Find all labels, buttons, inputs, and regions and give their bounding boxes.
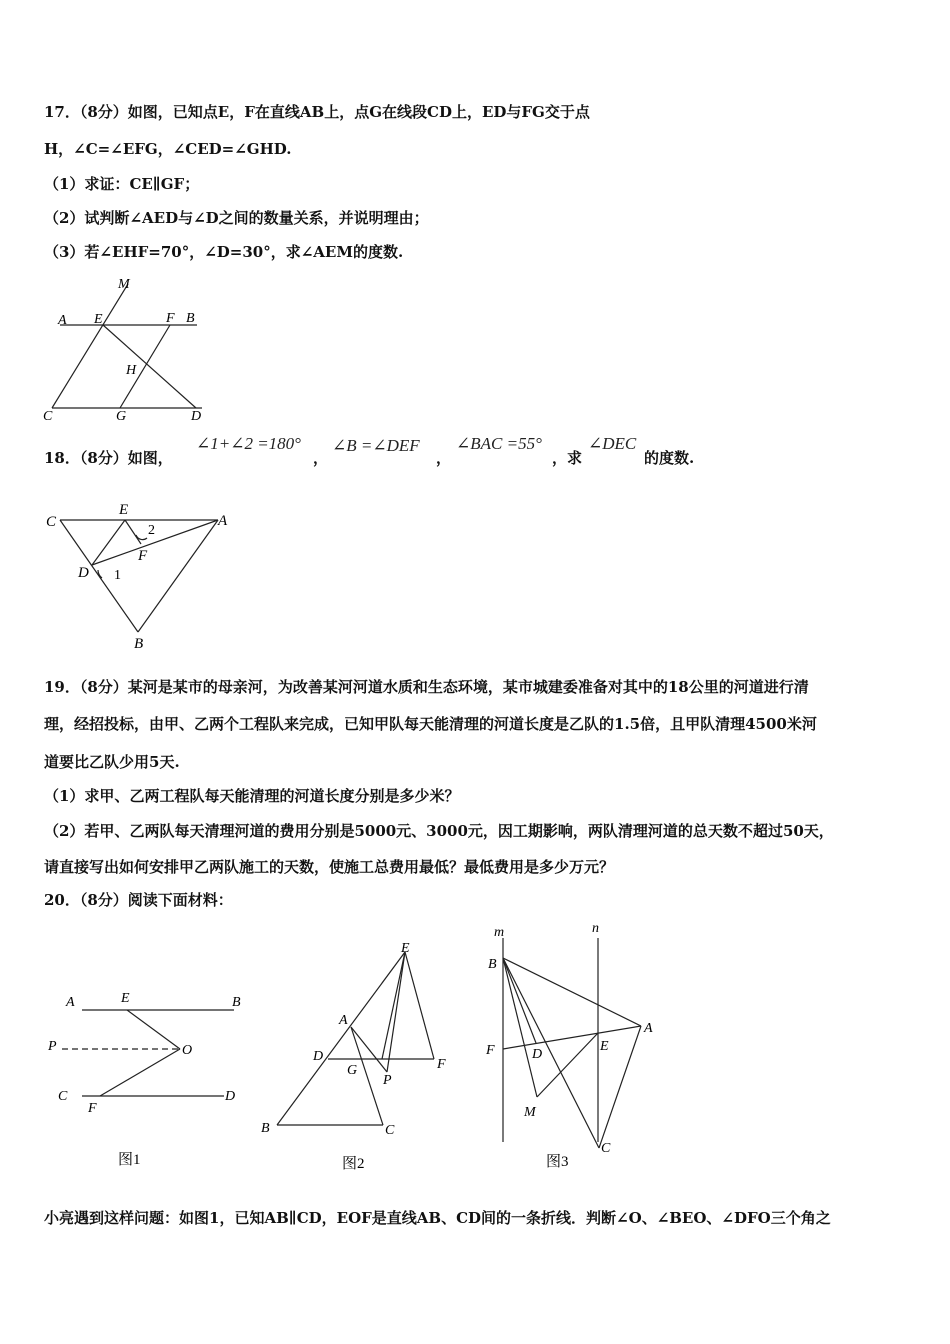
line-fa: [503, 1026, 641, 1049]
label-c: C: [43, 409, 53, 424]
q18-target: ∠DEC: [588, 434, 637, 453]
q19-line3: 道要比乙队少用5天.: [44, 753, 180, 771]
label-a: A: [58, 313, 67, 328]
line-eo: [127, 1010, 180, 1049]
q19-sub2b: 请直接写出如何安排甲乙两队施工的天数，使施工总费用最低？最低费用是多少万元？: [44, 858, 615, 876]
q18-sep1: ，: [313, 449, 329, 467]
label-f: F: [166, 311, 175, 326]
line-bm: [503, 958, 537, 1097]
label-h: H: [126, 363, 137, 378]
q20-figure3: [480, 920, 665, 1172]
line-cb: [60, 520, 138, 632]
label-e: E: [119, 502, 129, 518]
q20-figure3-svg: [480, 920, 665, 1172]
label-1: 1: [114, 568, 121, 583]
label-e: E: [94, 312, 103, 327]
q20-bottom-text: 小亮遇到这样问题：如图1，已知AB∥CD，EOF是直线AB、CD间的一条折线．判断∠O、∠BEO、∠DFO三个角之: [44, 1209, 831, 1227]
q20-figure2: [255, 934, 460, 1174]
line-ba: [503, 958, 641, 1026]
label-c: C: [385, 1123, 395, 1138]
line-bc: [503, 958, 599, 1148]
q17-sub2: （2）试判断∠AED与∠D之间的数量关系，并说明理由；: [44, 209, 429, 227]
q18-figure-svg: [40, 498, 240, 654]
q19-line2: 理，经招投标，由甲、乙两个工程队来完成，已知甲队每天能清理的河道长度是乙队的1.5倍，且甲队清理4500米河: [44, 715, 817, 733]
label-e: E: [401, 941, 410, 956]
label-o: O: [182, 1043, 193, 1058]
q18-suffix: 的度数.: [644, 449, 695, 467]
q20-figure2-svg: [255, 934, 460, 1174]
label-e: E: [600, 1039, 609, 1054]
label-b: B: [134, 636, 144, 652]
label-e: E: [121, 991, 130, 1006]
line-ef: [125, 520, 141, 544]
label-g: G: [116, 409, 127, 424]
angle-1-arc: [98, 570, 102, 578]
line-of: [100, 1049, 180, 1096]
label-d: D: [532, 1047, 543, 1062]
label-g: G: [347, 1063, 358, 1078]
fig3-caption: 图3: [546, 1154, 569, 1170]
label-m-point: M: [524, 1105, 536, 1120]
label-f: F: [437, 1057, 446, 1072]
line-mc: [52, 284, 128, 408]
q17-figure: [40, 272, 220, 424]
label-p: P: [48, 1039, 57, 1054]
label-2: 2: [148, 523, 155, 538]
label-f: F: [138, 548, 148, 564]
q17-sub1: （1）求证：CE∥GF；: [44, 175, 200, 193]
fig2-caption: 图2: [342, 1156, 365, 1172]
label-b: B: [488, 957, 497, 972]
q18-prefix: 18．（8分）如图，: [44, 449, 173, 467]
label-n: n: [592, 921, 599, 936]
q17-line1: 17．（8分）如图，已知点E，F在直线AB上，点G在线段CD上，ED与FG交于点: [44, 103, 590, 121]
q20-line1: 20．（8分）阅读下面材料：: [44, 891, 233, 909]
q20-figure1: [44, 982, 254, 1172]
q18-cond2: ∠B =∠DEF: [332, 436, 420, 455]
line-ed: [103, 325, 196, 408]
label-d: D: [78, 565, 89, 581]
label-a: A: [218, 513, 228, 529]
label-m: m: [494, 925, 505, 940]
label-a: A: [644, 1021, 653, 1036]
label-b: B: [186, 311, 195, 326]
label-f: F: [88, 1101, 97, 1116]
label-d: D: [225, 1089, 236, 1104]
label-c: C: [46, 514, 57, 530]
q19-line1: 19．（8分）某河是某市的母亲河，为改善某河河道水质和生态环境，某市城建委准备对其中的18公里的河道进行清: [44, 678, 809, 696]
label-b: B: [261, 1121, 270, 1136]
label-a: A: [339, 1013, 348, 1028]
line-de: [92, 520, 125, 565]
q20-figure1-svg: [44, 982, 254, 1172]
q19-sub2a: （2）若甲、乙两队每天清理河道的费用分别是5000元、3000元，因工期影响，两队清理河道的总天数不超过50天，: [44, 822, 834, 840]
label-d: D: [313, 1049, 324, 1064]
q17-sub3: （3）若∠EHF=70°，∠D=30°，求∠AEM的度数.: [44, 243, 404, 261]
q18-sep3: ，求: [552, 449, 583, 467]
label-p: P: [383, 1073, 392, 1088]
line-ep: [387, 952, 405, 1072]
label-c: C: [601, 1141, 611, 1156]
label-b: B: [232, 995, 241, 1010]
q17-figure-svg: [40, 272, 220, 424]
label-a: A: [66, 995, 75, 1010]
line-ef: [405, 952, 434, 1059]
q17-line2: H，∠C=∠EFG，∠CED=∠GHD.: [44, 140, 292, 158]
q18-sep2: ，: [436, 449, 452, 467]
fig1-caption: 图1: [118, 1152, 141, 1168]
q18-cond1: ∠1+∠2 =180°: [196, 434, 301, 453]
line-da: [92, 520, 218, 565]
q19-sub1: （1）求甲、乙两工程队每天能清理的河道长度分别是多少米？: [44, 787, 460, 805]
q18-cond3: ∠BAC =55°: [456, 434, 542, 453]
label-d: D: [191, 409, 202, 424]
label-c: C: [58, 1089, 68, 1104]
label-f: F: [486, 1043, 495, 1058]
label-m: M: [118, 277, 130, 292]
line-bd: [503, 958, 536, 1043]
q18-figure: [40, 498, 240, 654]
